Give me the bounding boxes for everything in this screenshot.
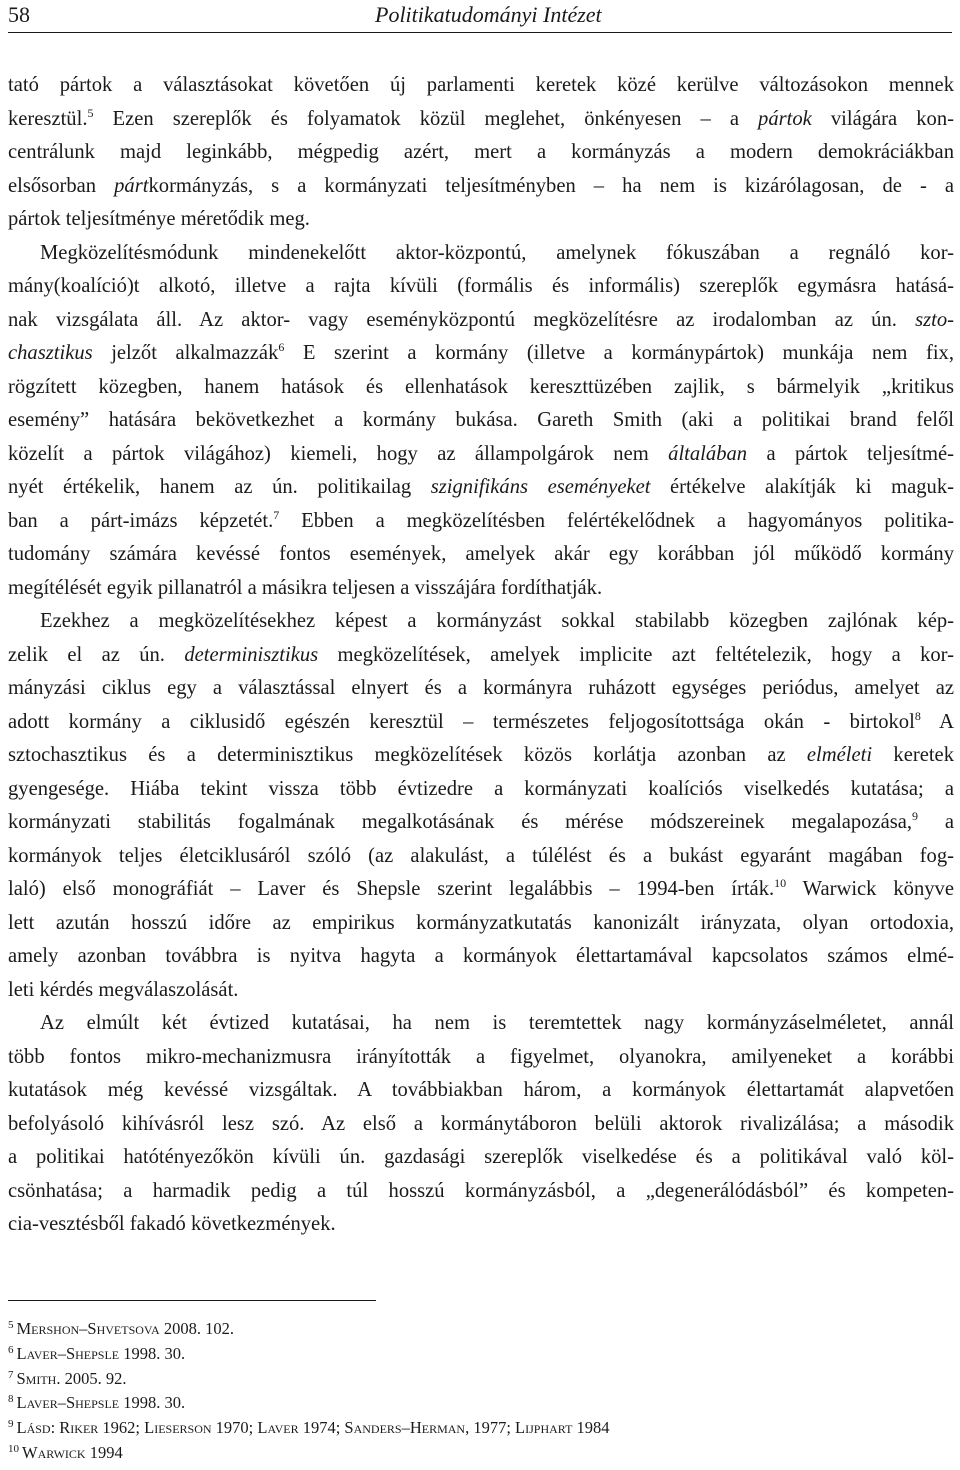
line-text: kormányzás, s a kormányzati teljesítményben – ha nem is kizárólagosan, de - a bbox=[148, 174, 954, 197]
line-text: mány(koalíció)t alkotó, illetve a rajta kívüli (formális és informális) szereplők egymásra hatásá- bbox=[8, 275, 954, 297]
footnotes bbox=[8, 1317, 908, 1466]
footnote bbox=[8, 1416, 908, 1441]
line-text: leti kérdés megválaszolását. bbox=[8, 978, 239, 1001]
line-text: Ebben a megközelítésben felértékelődnek a hagyományos politika- bbox=[279, 509, 954, 532]
line-text: közelít a pártok világához) kiemeli, hogy az állampolgárok nem bbox=[8, 442, 669, 465]
text-line bbox=[8, 170, 954, 204]
text-line bbox=[8, 639, 954, 673]
text-line bbox=[8, 873, 954, 907]
line-text: laló) első monográfiát – Laver és Shepsle szerint legalábbis – 1994-ben írták. bbox=[8, 878, 775, 900]
text-line bbox=[8, 337, 954, 371]
text-line bbox=[8, 806, 954, 840]
footnote-number: 7 bbox=[8, 1368, 14, 1381]
text-line bbox=[8, 1108, 954, 1142]
footnote-reference: 7 bbox=[273, 507, 280, 522]
footnote-number: 9 bbox=[8, 1418, 14, 1431]
line-text: kormányok teljes életciklusáról szóló (az alakulást, a túlélést és a bukást egyaránt magában fog- bbox=[8, 844, 954, 867]
text-line bbox=[8, 1041, 954, 1075]
line-text: Ezekhez a megközelítésekhez képest a kormányzást sokkal stabilabb közegben zajlónak kép- bbox=[40, 610, 954, 632]
text-line bbox=[8, 237, 954, 271]
footnote-reference: 10 bbox=[774, 876, 787, 890]
footnote bbox=[8, 1342, 908, 1367]
line-text: A bbox=[920, 710, 954, 733]
footnote-number: 10 bbox=[8, 1442, 19, 1455]
footnote-separator bbox=[8, 1300, 376, 1301]
footnote-text: Mershon–Shvetsova 2008. 102. bbox=[16, 1319, 234, 1338]
italic-term: párt bbox=[114, 174, 149, 197]
text-line bbox=[8, 773, 954, 807]
line-text: a politikai hatótényezőkön kívüli ún. gazdasági szereplők viselkedése és a politikával való köl- bbox=[8, 1146, 954, 1168]
line-text: Az elmúlt két évtized kutatásai, ha nem is teremtettek nagy kormányzáselméletet, annál bbox=[40, 1012, 954, 1034]
line-text: Megközelítésmódunk mindenekelőtt aktor-központú, amelynek fókuszában a regnáló kor- bbox=[40, 241, 954, 264]
footnote bbox=[8, 1391, 908, 1416]
text-line bbox=[8, 672, 954, 706]
text-line bbox=[8, 739, 954, 773]
line-text: nyét értékelik, hanem az ún. politikailag bbox=[8, 476, 431, 498]
italic-term: determinisztikus bbox=[184, 643, 319, 666]
line-text: centrálunk majd leginkább, mégpedig azért, mert a kormányzás a modern demokráciákban bbox=[8, 141, 954, 163]
italic-term: szignifikáns eseményeket bbox=[430, 476, 651, 498]
text-line bbox=[8, 203, 954, 237]
line-text: rögzített közegben, hanem hatások és ellenhatások kereszttüzében zajlik, s bármelyik „kritikus bbox=[8, 375, 954, 398]
footnote-text: Lásd: Riker 1962; Lieserson 1970; Laver 1974; Sanders–Herman, 1977; Lijphart 1984 bbox=[16, 1418, 610, 1438]
footnote-number: 8 bbox=[8, 1393, 14, 1406]
footnote bbox=[8, 1317, 908, 1342]
line-text: Warwick könyve bbox=[786, 878, 954, 900]
italic-term: pártok bbox=[758, 107, 812, 130]
text-line bbox=[8, 538, 954, 572]
italic-term: chasztikus bbox=[8, 342, 93, 364]
footnote-number: 6 bbox=[8, 1343, 14, 1356]
footnote-reference: 6 bbox=[278, 340, 285, 354]
line-text: értékelve alakítják ki maguk- bbox=[650, 476, 955, 498]
line-text: jelzőt alkalmazzák bbox=[92, 342, 279, 364]
text-line bbox=[8, 1175, 954, 1209]
line-text: cia-vesztésből fakadó következmények. bbox=[8, 1213, 336, 1235]
line-text: csönhatása; a harmadik pedig a túl hosszú kormányzásból, a „degenerálódásból” és kompeten- bbox=[8, 1179, 954, 1202]
line-text: kutatások még kevéssé vizsgáltak. A továbbiakban három, a kormányok élettartamát alapvetően bbox=[8, 1079, 954, 1101]
line-text: tató pártok a választásokat követően új parlamenti keretek közé kerülve változásokon mennek bbox=[8, 74, 954, 96]
line-text: adott kormány a ciklusidő egészén keresztül – természetes feljogosítottsága okán - birtokol bbox=[8, 710, 915, 733]
line-text: sztochasztikus és a determinisztikus megközelítések közös korlátja azonban az bbox=[8, 744, 807, 766]
footnote-text: Laver–Shepsle 1998. 30. bbox=[16, 1343, 186, 1363]
footnote-text: Smith. 2005. 92. bbox=[16, 1368, 127, 1388]
text-line bbox=[8, 69, 954, 103]
italic-term: szto- bbox=[915, 308, 954, 331]
text-line bbox=[8, 505, 954, 539]
line-text: keretek bbox=[872, 744, 954, 766]
italic-term: elméleti bbox=[806, 744, 873, 766]
body-text bbox=[8, 69, 954, 1242]
line-text: ban a párt-imázs képzetét. bbox=[8, 509, 274, 532]
text-line bbox=[8, 907, 954, 941]
text-line bbox=[8, 605, 954, 639]
running-head: Politikatudományi Intézet bbox=[375, 2, 602, 27]
line-text: több fontos mikro-mechanizmusra irányították a figyelmet, olyanokra, amilyeneket a korábbi bbox=[8, 1045, 954, 1068]
footnote-reference: 5 bbox=[87, 105, 94, 120]
text-line bbox=[8, 103, 954, 137]
line-text: gyengesége. Hiába tekint vissza több évtizedre a kormányzati koalíciós viselkedés kutatása; a bbox=[8, 777, 954, 800]
text-line bbox=[8, 840, 954, 874]
text-line bbox=[8, 1074, 954, 1108]
text-line bbox=[8, 136, 954, 170]
text-line bbox=[8, 940, 954, 974]
line-text: a pártok teljesítmé- bbox=[747, 442, 954, 465]
page-number: 58 bbox=[8, 2, 30, 27]
footnote-text: Laver–Shepsle 1998. 30. bbox=[16, 1393, 186, 1413]
line-text: a bbox=[918, 811, 954, 833]
text-line bbox=[8, 1141, 954, 1175]
text-line bbox=[8, 471, 954, 505]
text-line bbox=[8, 1208, 954, 1242]
text-line bbox=[8, 270, 954, 304]
line-text: tudomány számára kevéssé fontos események, amelyek akár egy korábban jól működő kormány bbox=[8, 543, 954, 565]
text-line bbox=[8, 304, 954, 338]
footnote-reference: 8 bbox=[914, 708, 921, 723]
line-text: mányzási ciklus egy a választással elnyert és a kormányra ruházott egységes periódus, amelyet az bbox=[8, 677, 954, 699]
text-line bbox=[8, 404, 954, 438]
footnote bbox=[8, 1441, 908, 1466]
line-text: megközelítések, amelyek implicite azt feltételezik, hogy a kor- bbox=[318, 643, 954, 666]
line-text: nak vizsgálata áll. Az aktor- vagy eseményközpontú megközelítésre az irodalomban az ún. bbox=[8, 308, 916, 331]
text-line bbox=[8, 706, 954, 740]
line-text: lett azután hosszú időre az empirikus kormányzatkutatás kanonizált irányzata, olyan ortodoxia, bbox=[8, 911, 954, 934]
line-text: pártok teljesítménye méretődik meg. bbox=[8, 208, 310, 230]
line-text: amely azonban továbbra is nyitva hagyta a kormányok élettartamával kapcsolatos számos elmé- bbox=[8, 945, 954, 967]
line-text: elsősorban bbox=[8, 174, 115, 197]
footnote-number: 5 bbox=[8, 1319, 14, 1331]
line-text: világára kon- bbox=[811, 107, 954, 130]
italic-term: általában bbox=[668, 442, 748, 465]
line-text: keresztül. bbox=[8, 107, 88, 130]
line-text: kormányzati stabilitás fogalmának megalkotásának és mérése módszereinek megalapozása, bbox=[8, 811, 913, 833]
text-line bbox=[8, 438, 954, 472]
line-text: esemény” hatására bekövetkezhet a kormány bukása. Gareth Smith (aki a politikai brand felől bbox=[8, 409, 954, 431]
text-line bbox=[8, 974, 954, 1008]
line-text: Ezen szereplők és folyamatok közül meglehet, önkényesen – a bbox=[93, 107, 759, 130]
page-header bbox=[8, 0, 952, 33]
line-text: megítélését egyik pillanatról a másikra teljesen a visszájára fordíthatják. bbox=[8, 576, 603, 599]
line-text: E szerint a kormány (illetve a kormánypártok) munkája nem fix, bbox=[284, 342, 954, 364]
footnote bbox=[8, 1367, 908, 1392]
line-text: zelik el az ún. bbox=[8, 643, 185, 666]
line-text: befolyásoló kihívásról lesz szó. Az első a kormánytáboron belüli aktorok rivalizálása; a második bbox=[8, 1112, 954, 1135]
text-line bbox=[8, 572, 954, 606]
text-line bbox=[8, 1007, 954, 1041]
footnote-text: Warwick 1994 bbox=[22, 1442, 123, 1462]
footnote-reference: 9 bbox=[912, 809, 919, 823]
text-line bbox=[8, 371, 954, 405]
